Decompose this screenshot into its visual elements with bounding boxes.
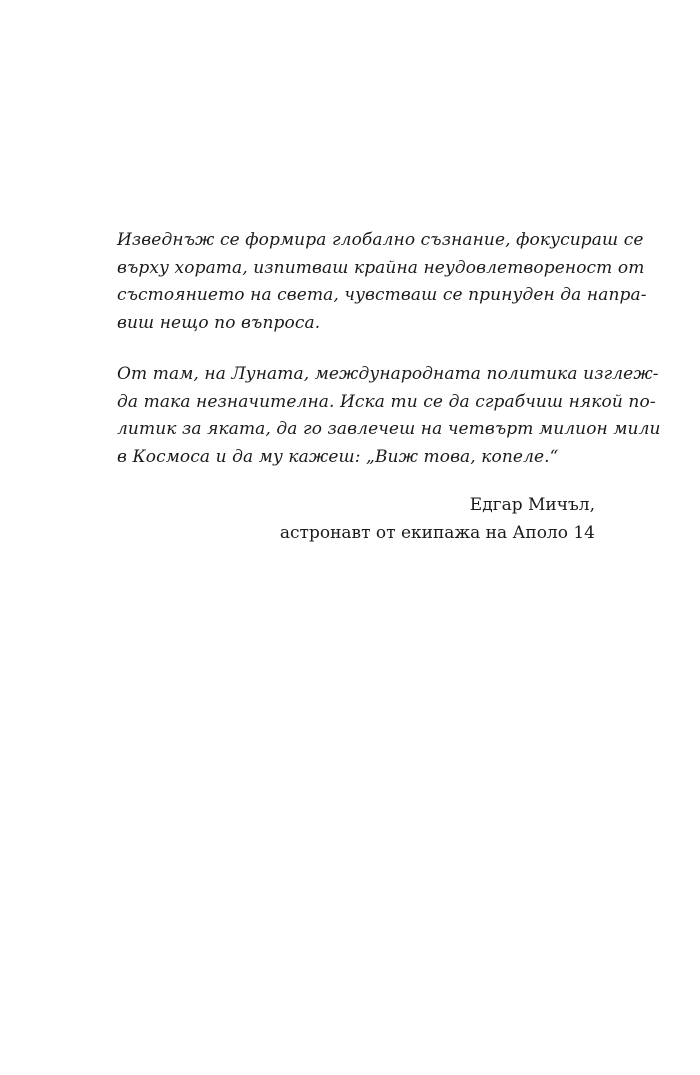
- text-line: литик за яката, да го завлечеш на четвърт милион мили: [117, 419, 661, 439]
- epigraph-paragraph-2: [117, 361, 661, 471]
- text-line: в Космоса и да му кажеш: „Виж това, копеле.“: [117, 446, 559, 467]
- epigraph: [117, 227, 661, 547]
- text-line: Изведнъж се формира глобално съзнание, фокусираш се: [117, 230, 644, 250]
- text-line: да така незначителна. Иска ти се да сграбчиш някой по-: [117, 391, 656, 412]
- text-line: състоянието на света, чувстваш се принуден да напра-: [117, 285, 647, 305]
- epigraph-attribution: [117, 491, 595, 547]
- text-line: От там, на Луната, международната политика изглеж-: [117, 364, 659, 384]
- attribution-author: Едгар Мичъл,: [469, 495, 595, 515]
- text-line: виш нещо по въпроса.: [117, 312, 321, 333]
- epigraph-paragraph-1: [117, 227, 647, 337]
- text-line: върху хората, изпитваш крайна неудовлетвореност от: [117, 257, 645, 278]
- attribution-role: астронавт от екипажа на Аполо 14: [279, 523, 595, 543]
